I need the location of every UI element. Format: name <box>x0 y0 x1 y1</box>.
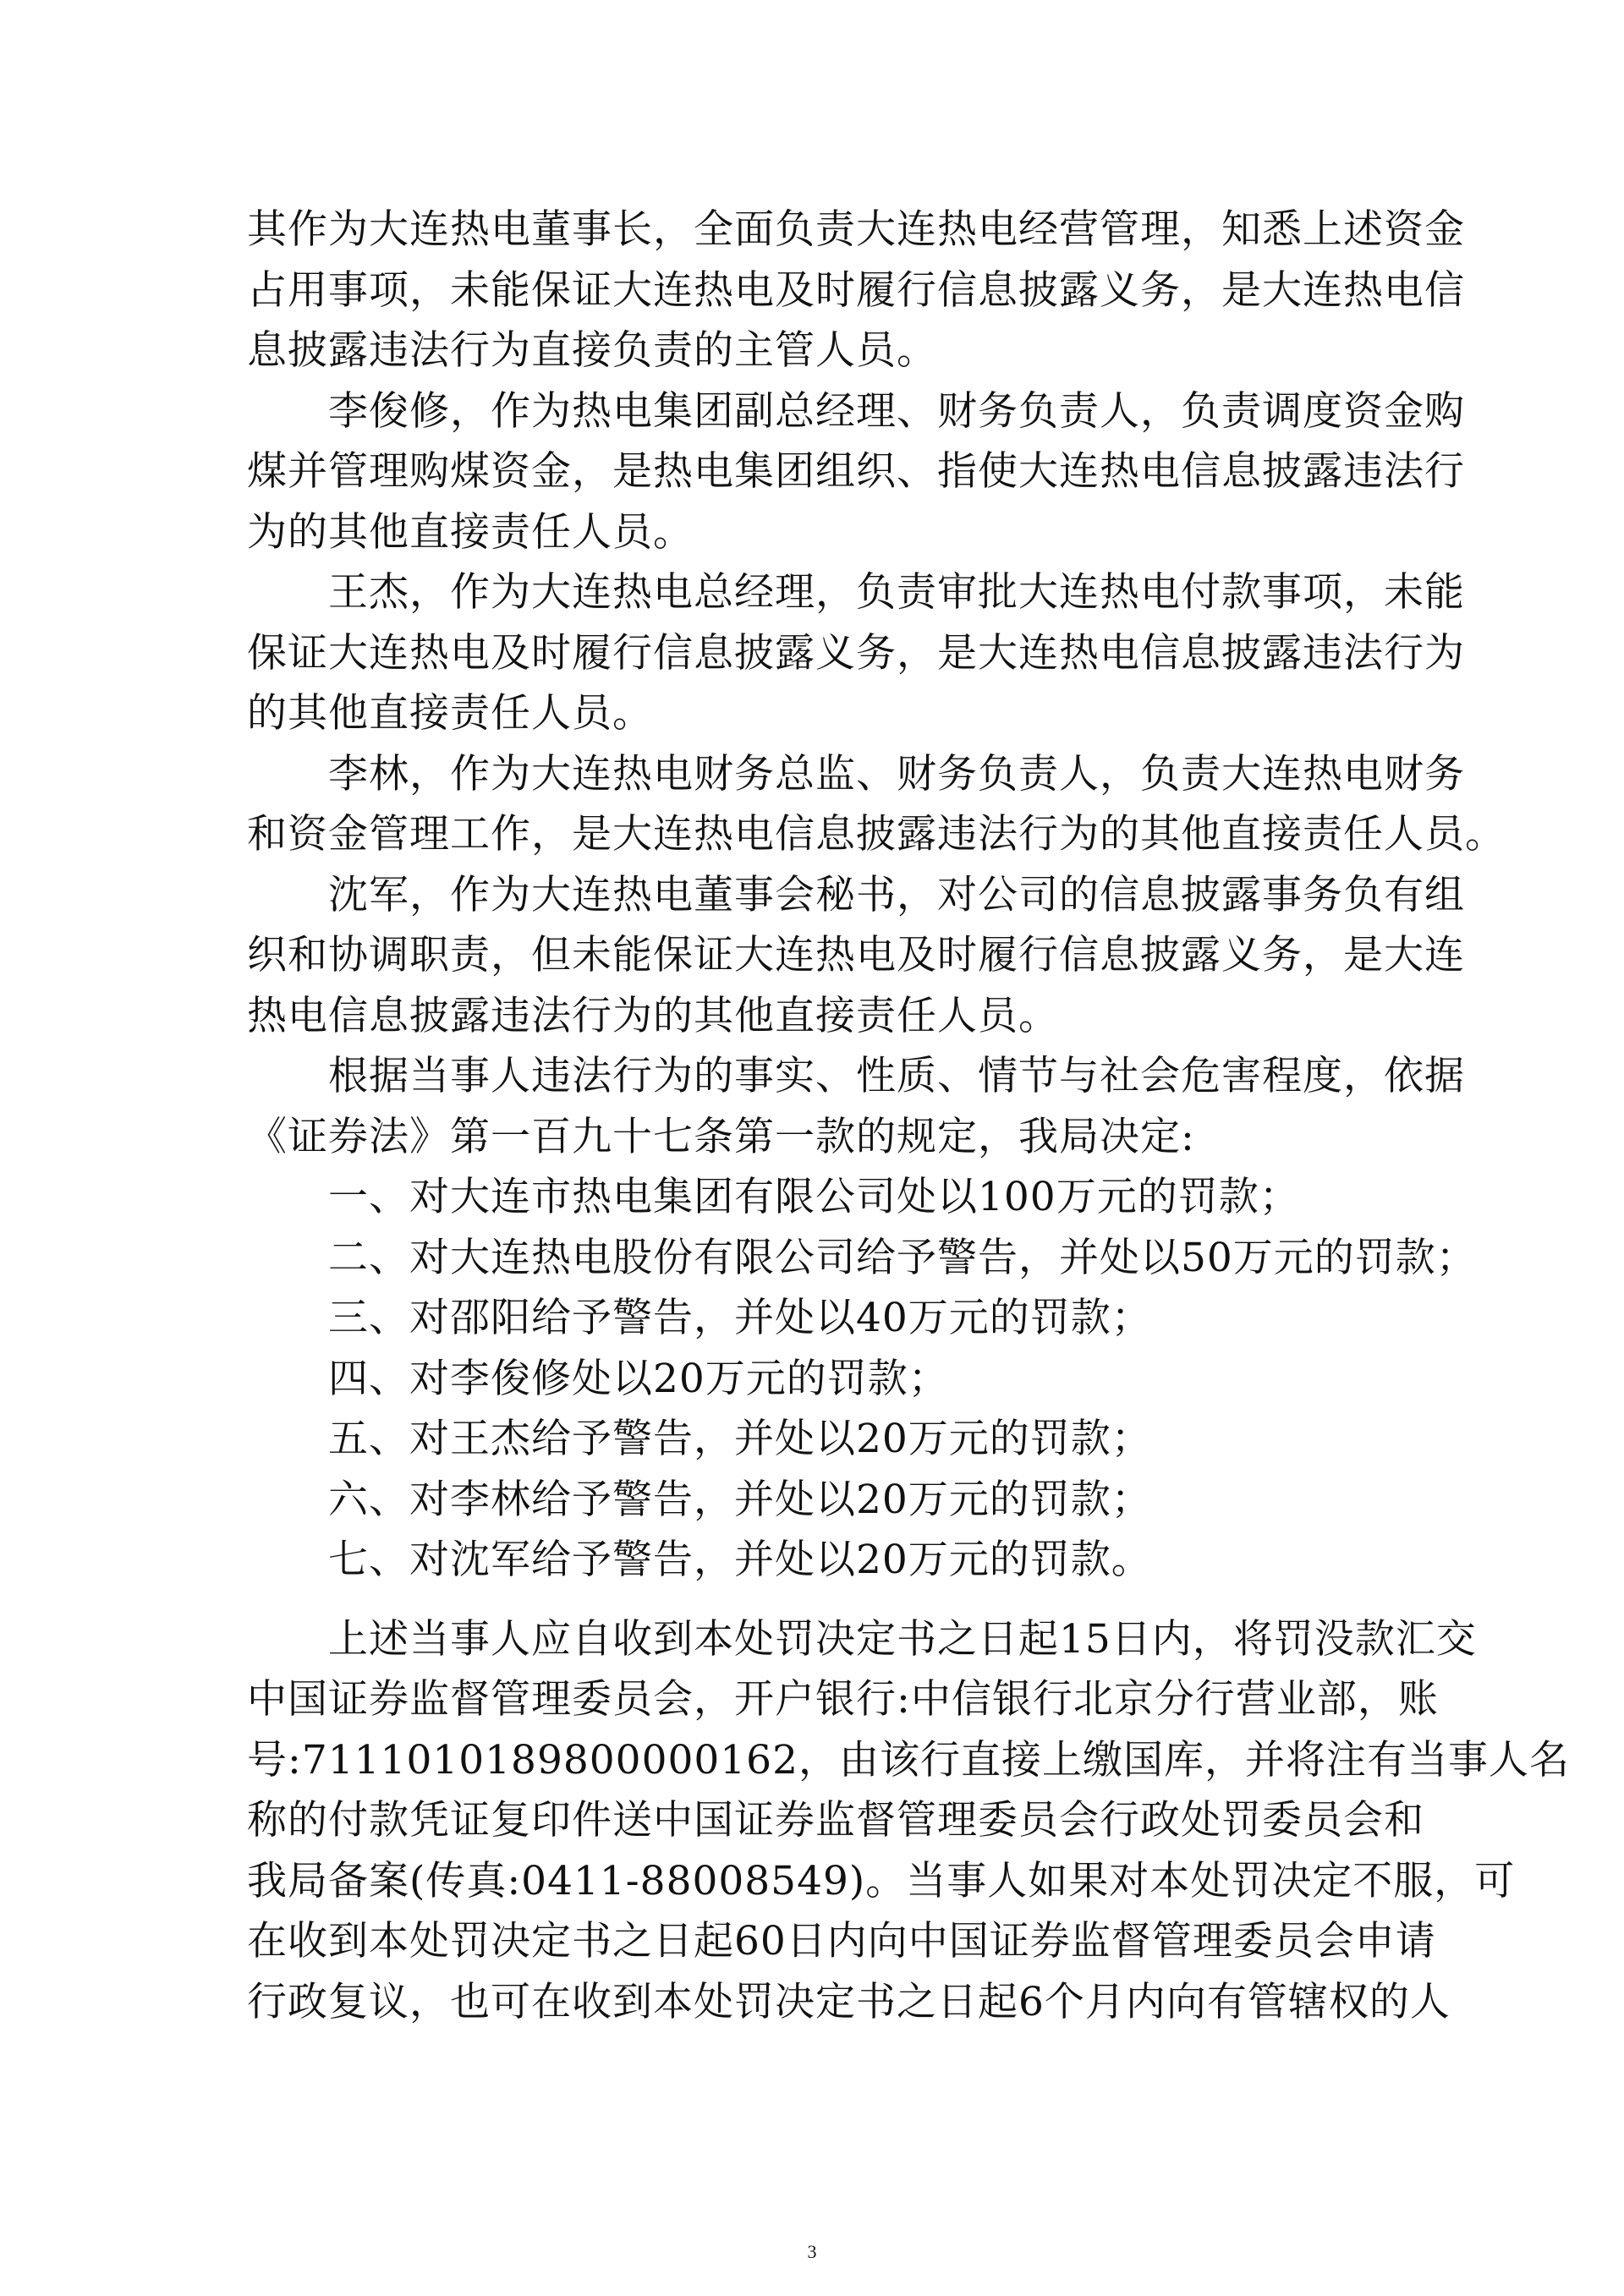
text-line: 二、对大连热电股份有限公司给予警告，并处以50万元的罚款； <box>328 1234 1477 1281</box>
text-line: 上述当事人应自收到本处罚决定书之日起15日内，将罚没款汇交 <box>328 1615 1477 1663</box>
text-line: 热电信息披露违法行为的其他直接责任人员。 <box>247 992 1059 1039</box>
paragraph-gap <box>247 1591 1389 1609</box>
page-number: 3 <box>807 2241 817 2262</box>
text-line: 的其他直接责任人员。 <box>247 690 653 737</box>
text-line: 一、对大连市热电集团有限公司处以100万元的罚款； <box>328 1174 1300 1220</box>
text-line: 五、对王杰给予警告，并处以20万元的罚款； <box>328 1416 1152 1462</box>
text-line: 李俊修，作为热电集团副总经理、财务负责人，负责调度资金购 <box>328 387 1465 435</box>
text-line: 沈军，作为大连热电董事会秘书，对公司的信息披露事务负有组 <box>328 871 1465 918</box>
text-line: 我局备案(传真:0411-88008549)。当事人如果对本处罚决定不服，可 <box>247 1857 1516 1904</box>
text-line: 四、对李俊修处以20万元的罚款； <box>328 1355 949 1402</box>
document-body <box>247 200 1570 2032</box>
text-line: 其作为大连热电董事长，全面负责大连热电经营管理，知悉上述资金 <box>247 206 1465 253</box>
text-line: 占用事项，未能保证大连热电及时履行信息披露义务，是大连热电信 <box>247 266 1465 314</box>
text-line: 三、对邵阳给予警告，并处以40万元的罚款； <box>328 1295 1152 1341</box>
text-line: 和资金管理工作，是大连热电信息披露违法行为的其他直接责任人员。 <box>247 811 1506 858</box>
text-line: 煤并管理购煤资金，是热电集团组织、指使大连热电信息披露违法行 <box>247 448 1465 495</box>
text-line: 根据当事人违法行为的事实、性质、情节与社会危害程度，依据 <box>328 1053 1465 1099</box>
text-line: 织和协调职责，但未能保证大连热电及时履行信息披露义务，是大连 <box>247 932 1465 978</box>
text-line: 称的付款凭证复印件送中国证券监督管理委员会行政处罚委员会和 <box>247 1797 1424 1844</box>
text-line: 息披露违法行为直接负责的主管人员。 <box>247 327 937 374</box>
text-line: 六、对李林给予警告，并处以20万元的罚款； <box>328 1476 1152 1523</box>
text-line: 王杰，作为大连热电总经理，负责审批大连热电付款事项，未能 <box>328 569 1465 616</box>
text-line: 七、对沈军给予警告，并处以20万元的罚款。 <box>328 1537 1152 1583</box>
text-line: 保证大连热电及时履行信息披露义务，是大连热电信息披露违法行为 <box>247 629 1465 677</box>
text-line: 《证券法》第一百九十七条第一款的规定，我局决定: <box>247 1113 1195 1160</box>
text-line: 中国证券监督管理委员会，开户银行:中信银行北京分行营业部，账 <box>247 1676 1439 1723</box>
text-line: 为的其他直接责任人员。 <box>247 508 694 556</box>
text-line: 行政复议，也可在收到本处罚决定书之日起6个月内向有管辖权的人 <box>247 1978 1451 2025</box>
text-line: 李林，作为大连热电财务总监、财务负责人，负责大连热电财务 <box>328 750 1465 797</box>
text-line: 号:7111010189800000162，由该行直接上缴国库，并将注有当事人名 <box>247 1736 1570 1784</box>
text-line: 在收到本处罚决定书之日起60日内向中国证券监督管理委员会申请 <box>247 1918 1436 1964</box>
